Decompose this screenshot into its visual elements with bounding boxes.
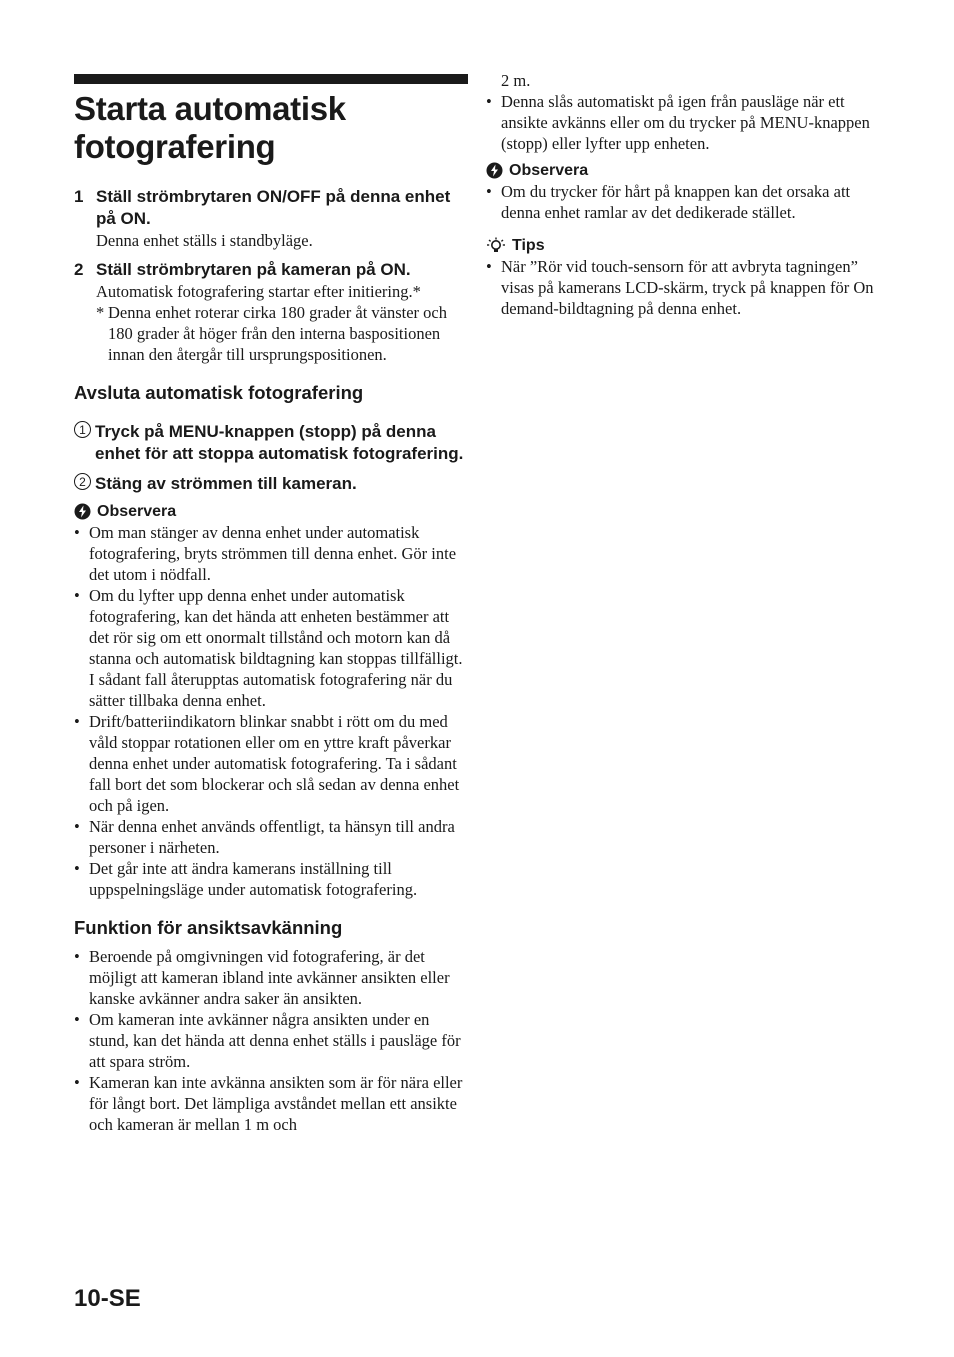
lightbulb-icon — [486, 237, 506, 255]
footnote-mark: * — [96, 303, 105, 322]
list-item: • Om du lyfter upp denna enhet under automatisk fotografering, kan det hända att enheten bestämmer att det rör sig om ett onormalt tillstånd och motorn kan då stanna och automatisk bildtagning kan stoppas tillfälligt. I sådant fall återupptas automatisk fotografering när du sätter tillbaka denna enhet. — [74, 585, 468, 711]
list-item: • Drift/batteriindikatorn blinkar snabbt i rött om du med våld stoppar rotationen eller om en yttre kraft påverkar denna enhet under automatisk fotografering. Ta i sådant fall bort det som blockerar och slå sedan av denna enhet och på igen. — [74, 711, 468, 816]
step-heading: Ställ strömbrytaren på kameran på ON. — [96, 260, 411, 279]
circled-number: 2 — [74, 473, 91, 490]
tips-label — [486, 235, 880, 256]
step-heading: Ställ strömbrytaren ON/OFF på denna enhet på ON. — [96, 187, 451, 228]
label-text: Tips — [512, 237, 545, 254]
step-number: 1 — [74, 187, 84, 206]
label-text: Observera — [97, 503, 177, 520]
circled-number: 1 — [74, 421, 91, 438]
continued-text: 2 m. — [501, 71, 531, 90]
left-column — [74, 74, 468, 1135]
footnote-text: Denna enhet roterar cirka 180 grader åt vänster och 180 grader åt höger från den interna baspositionen innan den återgår till ursprungspositionen. — [108, 303, 447, 364]
tips-list — [486, 256, 880, 319]
list-item: • Kameran kan inte avkänna ansikten som är för nära eller för långt bort. Det lämpliga avståndet mellan ett ansikte och kameran är mellan 1 m och — [74, 1072, 468, 1135]
step-text: Denna enhet ställs i standbyläge. — [96, 231, 313, 250]
list-item: • Beroende på omgivningen vid fotografering, är det möjligt att kameran ibland inte avkänner ansikten eller kanske avkänner andra saker än ansikten. — [74, 946, 468, 1009]
title-rule — [74, 74, 468, 84]
list-item: • Om du trycker för hårt på knappen kan det orsaka att denna enhet ramlar av det dedikerade stället. — [486, 181, 880, 223]
observera-list — [486, 181, 880, 223]
section-heading: Funktion för ansiktsavkänning — [74, 917, 343, 938]
substep-text: Tryck på MENU-knappen (stopp) på denna enhet för att stoppa automatisk fotografering. — [95, 422, 464, 463]
list-item: • När ”Rör vid touch-sensorn för att avbryta tagningen” visas på kamerans LCD-skärm, tryck på knappen för On demand-bildtagning på denna enhet. — [486, 256, 880, 319]
page-number: 10-SE — [74, 1285, 141, 1312]
continued-list — [486, 91, 880, 154]
step-text: Automatisk fotografering startar efter initiering.* — [96, 282, 421, 301]
substep-text: Stäng av strömmen till kameran. — [95, 474, 357, 493]
observera-list — [74, 522, 468, 900]
right-column — [486, 70, 880, 319]
face-detection-list — [74, 946, 468, 1135]
substep-2 — [74, 473, 468, 495]
step-number: 2 — [74, 260, 84, 279]
list-item: • Om man stänger av denna enhet under automatisk fotografering, bryts strömmen till denna enhet. Gör inte det utom i nödfall. — [74, 522, 468, 585]
list-item: • Om kameran inte avkänner några ansikten under en stund, kan det hända att denna enhet ställs i pausläge för att spara ström. — [74, 1009, 468, 1072]
list-item: • Det går inte att ändra kamerans inställning till uppspelningsläge under automatisk fotografering. — [74, 858, 468, 900]
label-text: Observera — [509, 162, 589, 179]
step-1 — [74, 186, 468, 251]
list-item: • När denna enhet används offentligt, ta hänsyn till andra personer i närheten. — [74, 816, 468, 858]
section-heading: Avsluta automatisk fotografering — [74, 382, 364, 403]
step-2 — [74, 259, 468, 365]
list-item: • Denna slås automatiskt på igen från pausläge när ett ansikte avkänns eller om du trycker på MENU-knappen (stopp) eller lyfter upp enheten. — [486, 91, 880, 154]
page-title: Starta automatisk fotografering — [74, 90, 346, 165]
substep-1 — [74, 421, 468, 465]
footnote — [96, 302, 468, 365]
caution-icon — [74, 503, 91, 520]
caution-icon — [486, 162, 503, 179]
observera-label — [74, 501, 468, 522]
observera-label — [486, 160, 880, 181]
